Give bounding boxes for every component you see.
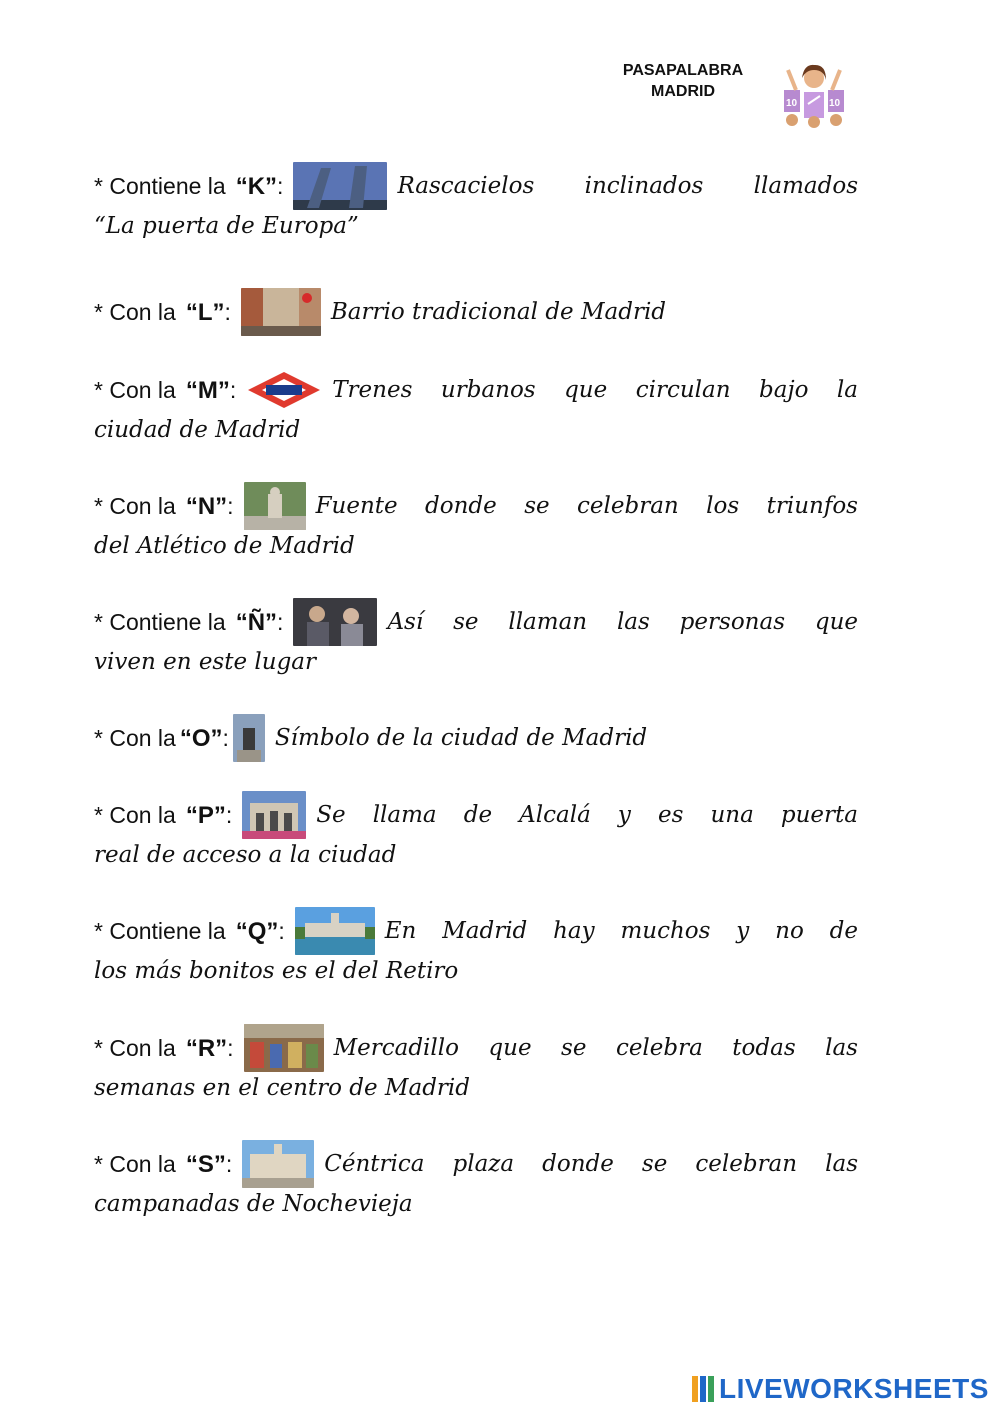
brand-name: LIVEWORKSHEETS — [719, 1373, 989, 1404]
people-photo — [293, 598, 377, 646]
clue-s — [94, 1144, 858, 1224]
clue-colon: : — [277, 608, 284, 635]
clue-letter: “Ñ” — [235, 608, 278, 636]
clue-colon: : — [225, 801, 233, 828]
bear-statue-photo — [233, 714, 265, 762]
clue-colon: : — [225, 1150, 233, 1177]
clue-description-cont: los más bonitos es el del Retiro — [94, 958, 459, 984]
street-photo — [241, 288, 321, 336]
svg-text:10: 10 — [786, 98, 798, 109]
clue-description-cont: semanas en el centro de Madrid — [94, 1075, 470, 1101]
clue-prefix: * Con la — [94, 377, 176, 403]
clue-colon: : — [229, 376, 237, 403]
clue-letter: “K” — [235, 172, 278, 200]
clue-prefix: * Contiene la — [94, 918, 226, 944]
clue-description: Mercadillo que se celebra todas las — [333, 1035, 858, 1061]
gate-photo — [242, 791, 306, 839]
title-line-1: PASAPALABRA — [622, 62, 744, 79]
plaza-photo — [242, 1140, 314, 1188]
clue-description: Fuente donde se celebran los triunfos — [315, 493, 858, 519]
clue-r — [94, 1028, 858, 1108]
clue-description-cont: viven en este lugar — [94, 649, 316, 675]
worksheet-title — [603, 60, 763, 102]
clue-colon: : — [278, 917, 285, 944]
clue-colon: : — [227, 492, 234, 519]
clue-description-cont: real de acceso a la ciudad — [94, 842, 397, 868]
clue-p — [94, 795, 858, 875]
clue-m — [94, 370, 858, 450]
clue-description: Trenes urbanos que circulan bajo la — [332, 377, 858, 403]
clue-description: Rascacielos inclinados llamados — [397, 173, 858, 199]
fountain-photo — [244, 482, 306, 530]
clue-prefix: * Con la — [94, 1151, 176, 1177]
clue-prefix: * Con la — [94, 299, 176, 325]
liveworksheets-logo-icon — [692, 1376, 714, 1402]
clue-letter: “P” — [185, 801, 226, 829]
clue-colon: : — [222, 724, 229, 751]
clue-prefix: * Con la — [94, 1035, 176, 1061]
liveworksheets-branding — [692, 1373, 989, 1405]
clue-prefix: * Con la — [94, 725, 176, 751]
clue-description: Se llama de Alcalá y es una puerta — [316, 802, 858, 828]
clue-description: Así se llaman las personas que — [387, 609, 858, 635]
clue-description: Céntrica plaza donde se celebran las — [324, 1151, 858, 1177]
clue-colon: : — [227, 1034, 234, 1061]
clue-q — [94, 911, 858, 991]
clue-letter: “S” — [185, 1150, 226, 1178]
clue-l — [94, 292, 858, 332]
clue-description: Símbolo de la ciudad de Madrid — [274, 725, 648, 751]
clue-description: Barrio tradicional de Madrid — [330, 299, 667, 325]
clue-prefix: * Contiene la — [94, 609, 226, 635]
clue-letter: “N” — [185, 492, 228, 520]
clue-description-cont: del Atlético de Madrid — [94, 533, 355, 559]
clue-n — [94, 486, 858, 566]
clue-description-cont: ciudad de Madrid — [94, 417, 301, 443]
clue-prefix: * Contiene la — [94, 173, 226, 199]
clue-letter: “M” — [185, 376, 230, 404]
clue-enye — [94, 602, 858, 682]
clue-prefix: * Con la — [94, 493, 176, 519]
clue-letter: “Q” — [235, 917, 279, 945]
clue-prefix: * Con la — [94, 802, 176, 828]
clue-o — [94, 718, 858, 758]
clue-letter: “R” — [185, 1034, 228, 1062]
clue-letter: “O” — [179, 724, 223, 752]
bitmoji-avatar-icon — [782, 60, 846, 128]
metro-logo — [246, 370, 322, 410]
clue-description-cont: campanadas de Nochevieja — [94, 1191, 413, 1217]
clue-letter: “L” — [185, 298, 225, 326]
clue-k — [94, 166, 858, 246]
clue-colon: : — [224, 298, 231, 325]
clue-colon: : — [277, 172, 284, 199]
svg-text:10: 10 — [829, 98, 841, 109]
market-photo — [244, 1024, 324, 1072]
kio-towers-photo — [293, 162, 387, 210]
clue-description: En Madrid hay muchos y no de — [384, 918, 858, 944]
clue-description-cont: “La puerta de Europa” — [94, 213, 359, 239]
park-photo — [295, 907, 375, 955]
title-line-2: MADRID — [651, 83, 715, 100]
